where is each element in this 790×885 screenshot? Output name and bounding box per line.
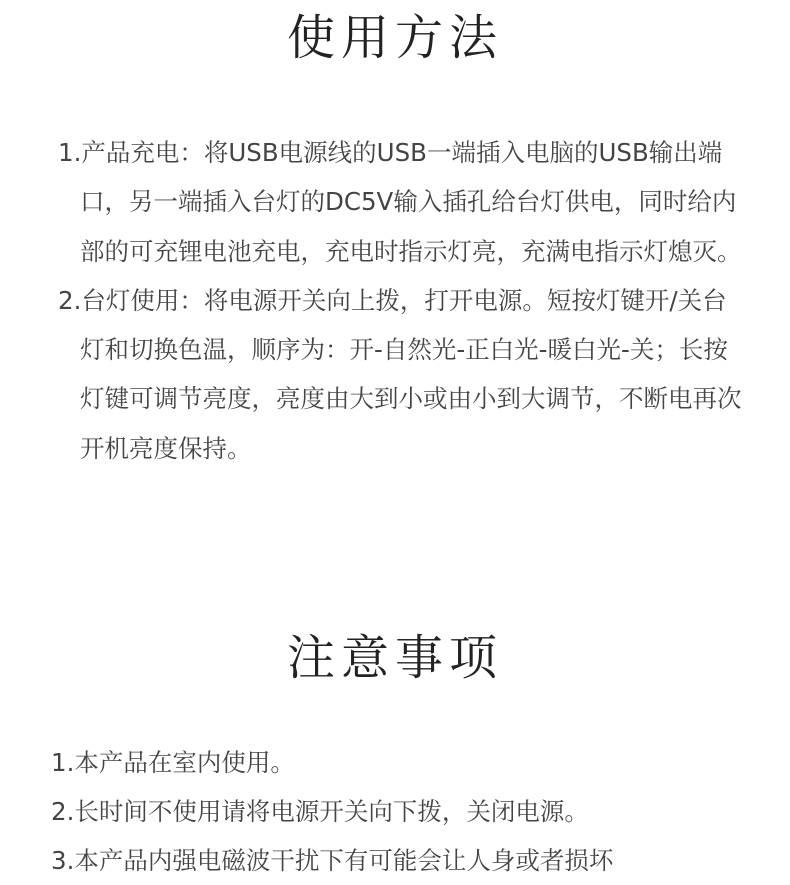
usage-section-title: 使用方法	[286, 10, 503, 66]
usage-item-lamp-operation: 2.台灯使用：将电源开关向上拨，打开电源。短按灯键开/关台灯和切换色温，顺序为：开-自然光-正白光-暖白光-关；长按灯键可调节亮度，亮度由大到小或由小到大调节，不断电再次开机亮度保持。	[58, 285, 742, 463]
notes-item-indoor-use: 1.本产品在室内使用。	[51, 748, 295, 777]
notes-item-interference: 3.本产品内强电磁波干扰下有可能会让人身或者损坏	[51, 846, 614, 875]
usage-item-charging: 1.产品充电：将USB电源线的USB一端插入电脑的USB输出端口，另一端插入台灯的DC5V输入插孔给台灯供电，同时给内部的可充锂电池充电，充电时指示灯亮，充满电指示灯熄灭。	[58, 138, 742, 266]
notes-section-title: 注意事项	[286, 630, 503, 686]
usage-instructions-list	[58, 128, 748, 473]
notes-item-power-off: 2.长时间不使用请将电源开关向下拨，关闭电源。	[51, 797, 589, 826]
notes-list	[51, 738, 751, 885]
